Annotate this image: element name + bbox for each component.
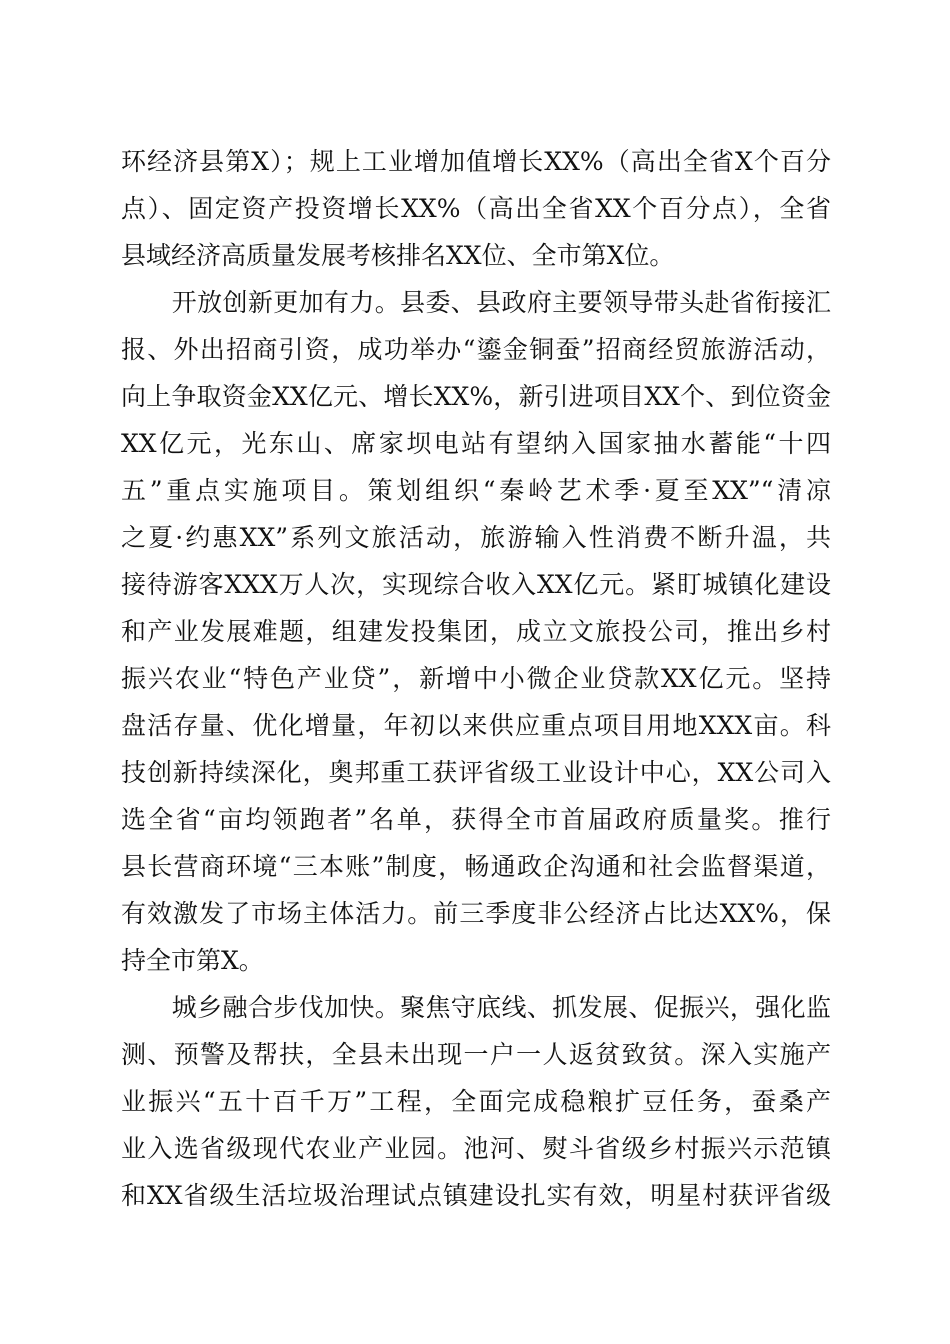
text-line: 县域经济高质量发展考核排名XX位、全市第X位。 — [121, 241, 675, 270]
text-line: 城乡融合步伐加快。聚焦守底线、抓发展、促振兴，强化监 — [121, 993, 831, 1022]
text-line: 开放创新更加有力。县委、县政府主要领导带头赴省衔接汇 — [121, 288, 831, 317]
text-line: 向上争取资金XX亿元、增长XX%，新引进项目XX个、到位资金 — [121, 382, 831, 411]
text-line: 县长营商环境“三本账”制度，畅通政企沟通和社会监督渠道， — [121, 852, 831, 881]
text-line: 环经济县第X）；规上工业增加值增长XX%（高出全省X个百分 — [121, 147, 831, 176]
text-line: 振兴农业“特色产业贷”，新增中小微企业贷款XX亿元。坚持 — [121, 664, 831, 693]
text-line: 和产业发展难题，组建发投集团，成立文旅投公司，推出乡村 — [121, 617, 831, 646]
text-line: 选全省“亩均领跑者”名单，获得全市首届政府质量奖。推行 — [121, 805, 831, 834]
text-line: 接待游客XXX万人次，实现综合收入XX亿元。紧盯城镇化建设 — [121, 570, 831, 599]
text-line: 之夏·约惠XX”系列文旅活动，旅游输入性消费不断升温，共 — [121, 523, 831, 552]
text-line: 业入选省级现代农业产业园。池河、熨斗省级乡村振兴示范镇 — [121, 1134, 831, 1163]
text-line: 和XX省级生活垃圾治理试点镇建设扎实有效，明星村获评省级 — [121, 1181, 831, 1210]
paragraph-open-innovation — [121, 279, 831, 984]
paragraph-economic-indicators — [121, 138, 831, 279]
text-line: 盘活存量、优化增量，年初以来供应重点项目用地XXX亩。科 — [121, 711, 831, 740]
paragraph-urban-rural-integration — [121, 984, 831, 1219]
text-line: 持全市第X。 — [121, 946, 264, 975]
text-line: 测、预警及帮扶，全县未出现一户一人返贫致贫。深入实施产 — [121, 1040, 831, 1069]
document-body — [121, 138, 831, 1219]
text-line: 技创新持续深化，奥邦重工获评省级工业设计中心，XX公司入 — [121, 758, 831, 787]
text-line: XX亿元，光东山、席家坝电站有望纳入国家抽水蓄能“十四 — [121, 429, 831, 458]
text-line: 业振兴“五十百千万”工程，全面完成稳粮扩豆任务，蚕桑产 — [121, 1087, 831, 1116]
text-line: 报、外出招商引资，成功举办“鎏金铜蚕”招商经贸旅游活动， — [121, 335, 831, 364]
text-line: 五”重点实施项目。策划组织“秦岭艺术季·夏至XX”“清凉 — [121, 476, 831, 505]
text-line: 有效激发了市场主体活力。前三季度非公经济占比达XX%，保 — [121, 899, 831, 928]
text-line: 点）、固定资产投资增长XX%（高出全省XX个百分点），全省 — [121, 194, 831, 223]
